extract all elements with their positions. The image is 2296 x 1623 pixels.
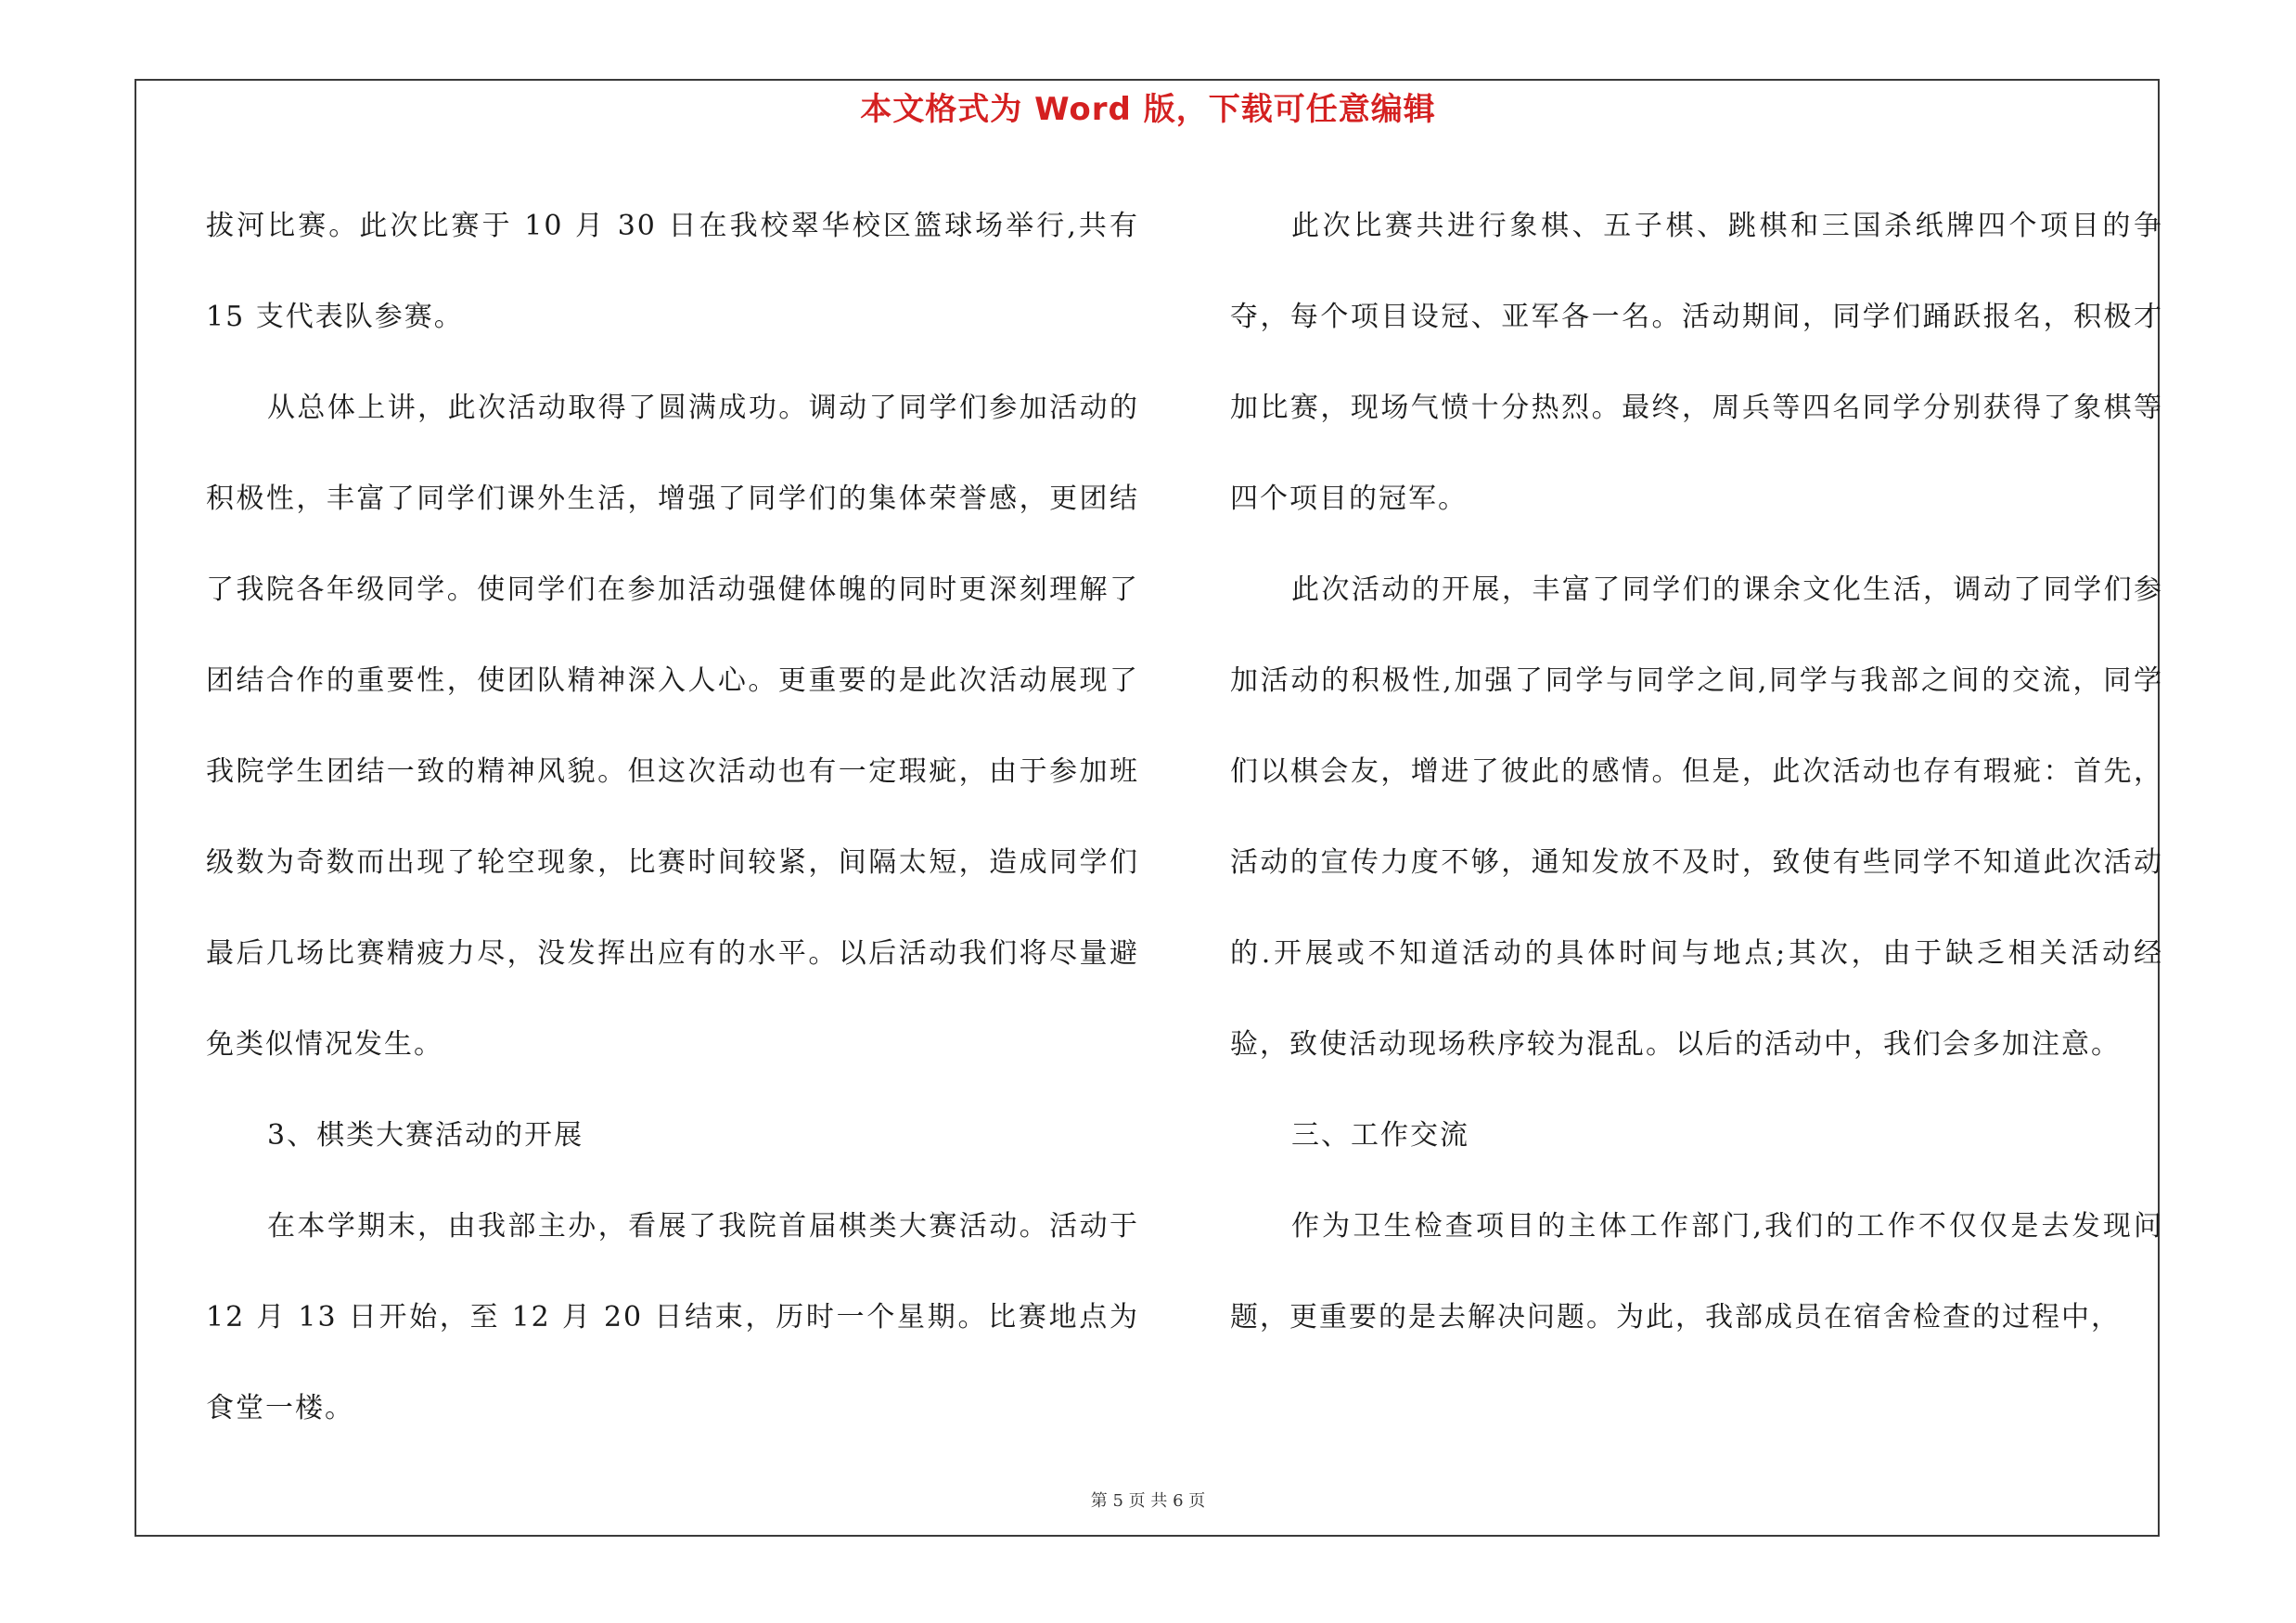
- section-heading-work-exchange: 三、工作交流: [1291, 1119, 1469, 1152]
- right-paragraph-2: 此次活动的开展，丰富了同学们的课余文化生活，调动了同学们参加活动的积极性,加强了同学与同学之间,同学与我部之间的交流，同学们以棋会友，增进了彼此的感情。但是，此次活动也存有瑕疵：首先，活动的宣传力度不够，通知发放不及时，致使有些同学不知道此次活动的.开展或不知道活动的具体时间与地点;其次，由于缺乏相关活动经验，致使活动现场秩序较为混乱。以后的活动中，我们会多加注意。: [1230, 573, 2163, 1061]
- left-column: [206, 181, 1139, 1454]
- right-paragraph-1: 此次比赛共进行象棋、五子棋、跳棋和三国杀纸牌四个项目的争夺，每个项目设冠、亚军各一名。活动期间，同学们踊跃报名，积极才加比赛，现场气愤十分热烈。最终，周兵等四名同学分别获得了象棋等四个项目的冠军。: [1230, 210, 2163, 515]
- right-paragraph-4: 作为卫生检查项目的主体工作部门,我们的工作不仅仅是去发现问题，更重要的是去解决问题。为此，我部成员在宿舍检查的过程中，: [1230, 1210, 2163, 1333]
- page-number-footer: 第 5 页 共 6 页: [1090, 1491, 1206, 1511]
- left-paragraph-1: 拔河比赛。此次比赛于 10 月 30 日在我校翠华校区篮球场举行,共有 15 支代表队参赛。: [206, 210, 1139, 333]
- left-paragraph-4: 在本学期末，由我部主办，看展了我院首届棋类大赛活动。活动于 12 月 13 日开始，至 12 月 20 日结束，历时一个星期。比赛地点为食堂一楼。: [206, 1210, 1139, 1424]
- left-paragraph-2: 从总体上讲，此次活动取得了圆满成功。调动了同学们参加活动的积极性，丰富了同学们课外生活，增强了同学们的集体荣誉感，更团结了我院各年级同学。使同学们在参加活动强健体魄的同时更深刻理解了团结合作的重要性，使团队精神深入人心。更重要的是此次活动展现了我院学生团结一致的精神风貌。但这次活动也有一定瑕疵，由于参加班级数为奇数而出现了轮空现象，比赛时间较紧，间隔太短，造成同学们最后几场比赛精疲力尽，没发挥出应有的水平。以后活动我们将尽量避免类似情况发生。: [206, 392, 1139, 1061]
- right-column: [1230, 181, 2163, 1363]
- word-format-banner: 本文格式为 Word 版，下载可任意编辑: [860, 91, 1436, 128]
- section-heading-chess-contest: 3、棋类大赛活动的开展: [267, 1119, 584, 1152]
